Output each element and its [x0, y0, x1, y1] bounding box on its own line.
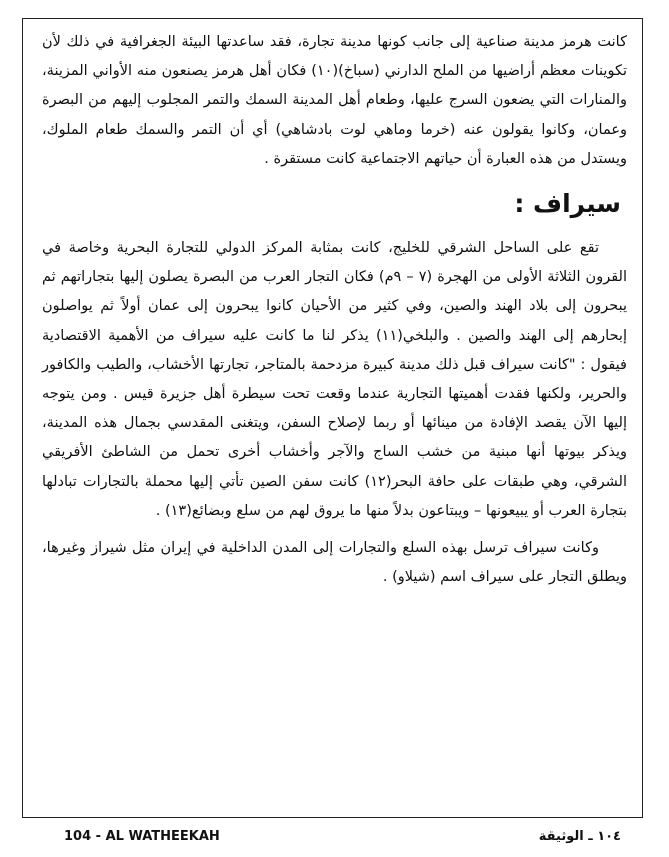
page-footer	[22, 827, 643, 849]
paragraph-hormuz	[42, 28, 627, 174]
footer-page-number-arabic: ١٠٤ ـ الوثيقة	[538, 829, 621, 844]
paragraph-hormuz-text: كانت هرمز مدينة صناعية إلى جانب كونها مدينة تجارة، فقد ساعدتها البيئة الجغرافية في ذلك لأن تكوينات معظم أراضيها من الملح الدارني (سباخ)(١٠) فكان أهل هرمز يصنعون منه الأواني المزينة، والمنارات التي يضعون السرج عليها، وطعام أهل المدينة السمك والتمر المجلوب إليهم من البصرة وعمان، وكانوا يقولون عنه (خرما وماهي لوت بادشاهي) أي أن التمر والسمك طعام الملوك، ويستدل من هذه العبارة أن حياتهم الاجتماعية كانت مستقرة .	[42, 34, 627, 167]
paragraph-gap	[42, 526, 627, 534]
section-heading-siraf: سيراف :	[514, 189, 621, 219]
paragraph-siraf	[42, 234, 627, 526]
paragraph-siraf-text: تقع على الساحل الشرقي للخليج، كانت بمثابة المركز الدولي للتجارة البحرية وخاصة في القرون الثلاثة الأولى من الهجرة (٧ – ٩م) فكان التجار العرب من البصرة يصلون إليها بتجاراتهم ثم يبحرون إلى بلاد الهند والصين، وفي كثير من الأحيان كانوا يبحرون إلى عمان أولاً ثم يواصلون إبحارهم إلى الهند والصين . والبلخي(١١) يذكر لنا ما كانت عليه سيراف من الأهمية الاقتصادية فيقول : "كانت سيراف قبل ذلك مدينة كبيرة مزدحمة بالمتاجر، تجارتها الأخشاب، والطيب والكافور والحرير، ولكنها فقدت أهميتها التجارية عندما وقعت تحت سيطرة أهل جزيرة قيس . ومن يتوجه إليها الآن يقصد الإفادة من مينائها أو ربما لإصلاح السفن، ويتغنى المقدسي بجمال هذه المدينة، ويذكر بيوتها أنها مبنية من خشب الساج والآجر وأخشاب أخرى تحمل من الشاطئ الأفريقي الشرقي، وهي طبقات على حافة البحر(١٢) كانت سفن الصين تأتي إليها محملة بالتجارات تبادلها بتجارة العرب أو يبيعونها – ويبتاعون بدلاً منها ما يروق لهم من سلع وبضائع(١٣) .	[42, 240, 627, 519]
article-body	[42, 28, 627, 592]
footer-page-number-latin: 104 - AL WATHEEKAH	[64, 829, 220, 844]
paragraph-siraf-trade-text: وكانت سيراف ترسل بهذه السلع والتجارات إلى المدن الداخلية في إيران مثل شيراز وغيرها، ويطلق التجار على سيراف اسم (شيلاو) .	[42, 540, 627, 586]
paragraph-siraf-trade	[42, 534, 627, 592]
